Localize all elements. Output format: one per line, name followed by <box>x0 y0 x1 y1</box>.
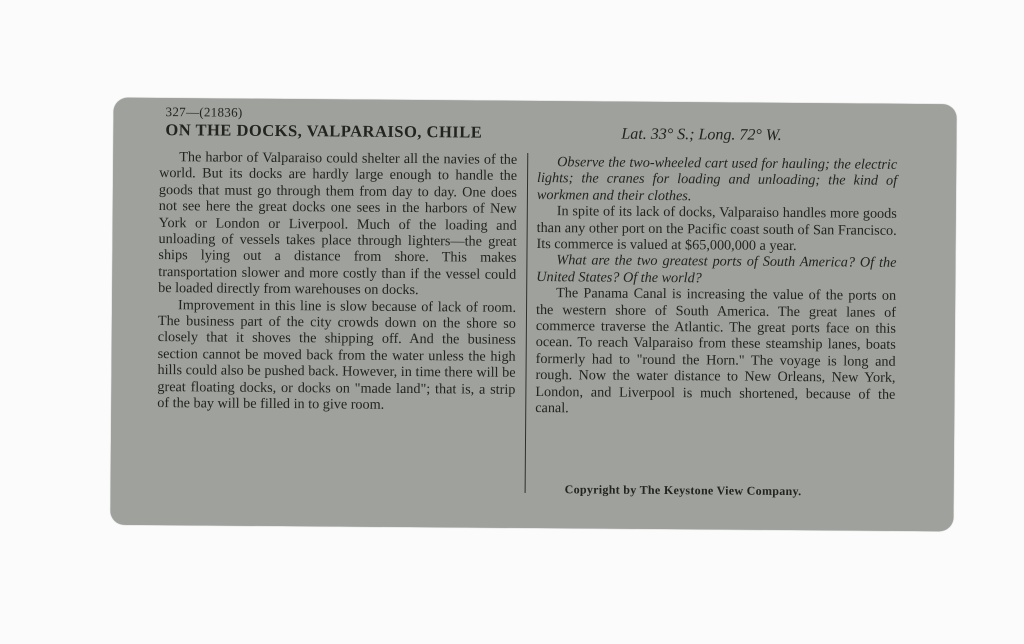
stereoview-card <box>110 98 956 532</box>
card-title: ON THE DOCKS, VALPARAISO, CHILE <box>165 120 483 142</box>
right-column <box>535 154 897 419</box>
paragraph: The Panama Canal is increasing the value of the ports on the western shore of South America. The great lanes of commerce traverse the Atlantic. The great ports face on this ocean. To reach Valparaiso from these steamship lanes, boats formerly had to "round the Horn." The voyage is long and rough. Now the water distance to New Orleans, New York, London, and Liverpool is much shortened, because of the canal. <box>535 285 897 417</box>
paragraph: The harbor of Valparaiso could shelter all the navies of the world. But its docks are hardly large enough to handle the goods that must go through them from day to day. One does not see here the great docks one sees in the harbors of New York or London or Liverpool. Much of the loading and unloading of vessels takes place through lighters—the great ships lying out a distance from shore. This makes transportation slower and more costly than if the vessel could be loaded directly from warehouses on docks. <box>158 149 518 299</box>
left-column <box>157 149 517 414</box>
column-divider <box>525 153 529 493</box>
copyright-notice: Copyright by The Keystone View Company. <box>564 482 802 499</box>
paragraph: In spite of its lack of docks, Valparaiso handles more goods than any other port on the Pacific coast south of San Francisco. Its commerce is valued at $65,000,000 a year. <box>536 203 897 255</box>
catalog-number: 327—(21836) <box>165 104 243 120</box>
question-paragraph: What are the two greatest ports of South America? Of the United States? Of the world? <box>536 252 897 287</box>
paragraph: Improvement in this line is slow because of lack of room. The business part of the city crowds down on the shore so closely that it shoves the shipping off. And the business section cannot be moved back from the water unless the high hills could also be pushed back. However, in time there will be great floating docks, or docks on "made land"; that is, a strip of the bay will be filled in to give room. <box>157 296 517 413</box>
lat-long: Lat. 33° S.; Long. 72° W. <box>621 125 782 144</box>
observation-paragraph: Observe the two-wheeled cart used for hauling; the electric lights; the cranes for loading and unloading; the kind of workmen and their clothes. <box>536 154 898 205</box>
